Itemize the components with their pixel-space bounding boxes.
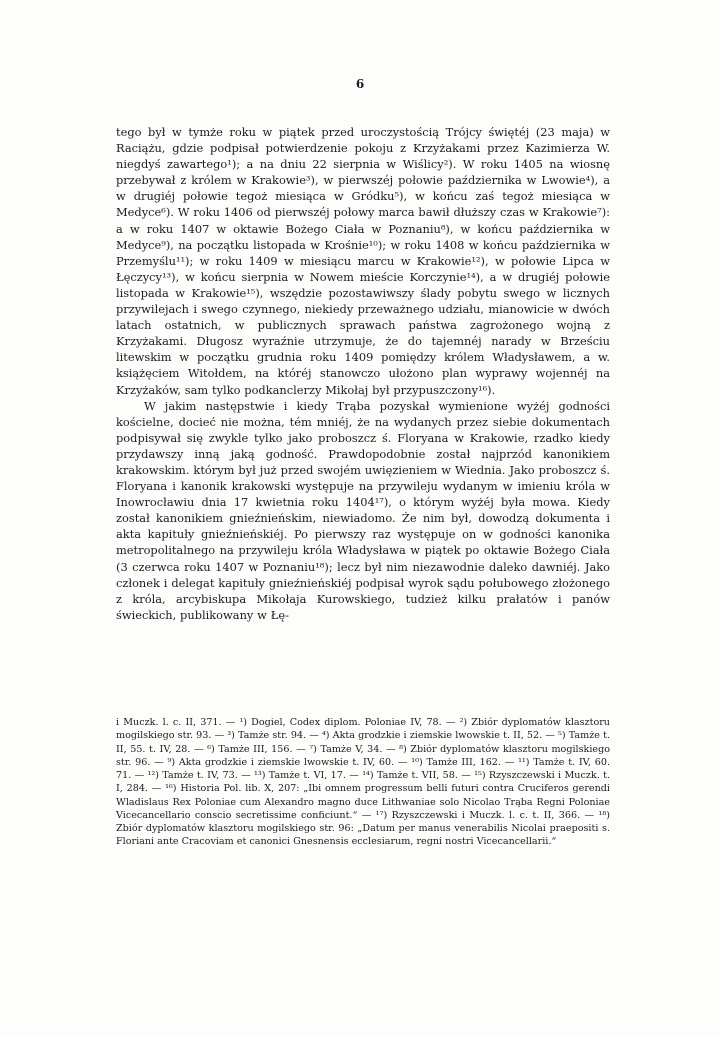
footnotes-text: i Muczk. l. c. II, 371. — ¹) Dogiel, Codex diplom. Poloniae IV, 78. — ²) Zbiór dyplomatów klasztoru mogilskiego str. 93. — ³) Tamże str. 94. — ⁴) Akta grodzkie i ziemskie lwowskie t. II, 52. — ⁵) Tamże t. II, 55. t. IV, 28. — ⁶) Tamże III, 156. — ⁷) Tamże V, 34. — ⁸) Zbiór dyplomatów klasztoru mogilskiego str. 96. — ⁹) Akta grodzkie i ziemskie lwowskie t. IV, 60. — ¹⁰) Tamże III, 162. — ¹¹) Tamże t. IV, 60. 71. — ¹²) Tamże t. IV, 73. — ¹³) Tamże t. VI, 17. — ¹⁴) Tamże t. VII, 58. — ¹⁵) Rzyszczewski i Muczk. t. I, 284. — ¹⁶) Historia Pol. lib. X, 207: „Ibi omnem progressum belli futuri contra Cruciferos gerendi Wladislaus Rex Poloniae cum Alexandro magno duce Lithwaniae solo Nicolao Trąba Regni Poloniae Vicecancellario conscio secretissime conficiunt.“ — ¹⁷) Rzyszczewski i Muczk. l. c. t. II, 366. — ¹⁸) Zbiór dyplomatów klasztoru mogilskiego str. 96: „Datum per manus venerabilis Nicolai praepositi s. Floriani ante Cracoviam et canonici Gnesnensis ecclesiarum, regni nostri Vicecancellarii.“ <box>116 717 610 848</box>
paragraph-2: W jakim następstwie i kiedy Trąba pozyskał wymienione wyżéj godności kościelne, docieć nie można, tém mniéj, że na wydanych przez siebie dokumentach podpisywał się zwykle tylko jako proboszcz ś. Floryana w Krakowie, rzadko kiedy przydawszy inną jaką godność. Prawdopodobnie został najprzód kanonikiem krakowskim. którym był już przed swojém uwięzieniem w Wiednia. Jako proboszcz ś. Floryana i kanonik krakowski występuje na przywileju wydanym w imieniu króla w Inowrocławiu dnia 17 kwietnia roku 1404¹⁷), o którym wyżéj była mowa. Kiedy został kanonikiem gnieźnieńskim, niewiadomo. Że nim był, dowodzą dokumenta i akta kapituły gnieźnieńskiéj. Po pierwszy raz występuje on w godności kanonika metropolitalnego na przywileju króla Władysława w piątek po oktawie Bożego Ciała (3 czerwca roku 1407 w Poznaniu¹⁸); lecz był nim niezawodnie daleko dawniéj. Jako członek i delegat kapituły gnieźnieńskiéj podpisał wyrok sądu połubowego złożonego z króla, arcybiskupa Mikołaja Kurowskiego, tudzież kilku prałatów i panów świeckich, publikowany w Łę- <box>116 398 610 622</box>
paragraph-1: tego był w tymże roku w piątek przed uroczystością Trójcy świętéj (23 maja) w Raciążu, gdzie podpisał potwierdzenie pokoju z Krzyżakami przez Kazimierza W. niegdyś zawartego¹); a na dniu 22 sierpnia w Wiślicy²). W roku 1405 na wiosnę przebywał z królem w Krakowie³), w pierwszéj połowie października w Lwowie⁴), a w drugiéj połowie tegoż miesiąca w Gródku⁵), w końcu zaś tegoż miesiąca w Medyce⁶). W roku 1406 od pierwszéj połowy marca bawił dłuższy czas w Krakowie⁷): a w roku 1407 w oktawie Bożego Ciała w Poznaniu⁸), w końcu października w Medyce⁹), na początku listopada w Krośnie¹⁰); w roku 1408 w końcu października w Przemyślu¹¹); w roku 1409 w miesiącu marcu w Krakowie¹²), w połowie Lipca w Łęczycy¹³), w końcu sierpnia w Nowem mieście Korczynie¹⁴), a w drugiéj połowie listopada w Krakowie¹⁵), wszędzie pozostawiwszy ślady pobytu swego w licznych przywilejach i swego czynnego, niekiedy przeważnego udziału, mianowicie w dwóch latach ostatnich, w publicznych sprawach państwa zagrożonego wojną z Krzyżakami. Długosz wyraźnie utrzymuje, że do tajemnéj narady w Brześciu litewskim w początku grudnia roku 1409 pomiędzy królem Władysławem, a w. książęciem Witołdem, na któréj stanowczo ułożono plan wyprawy wojennéj na Krzyżaków, sam tylko podkanclerzy Mikołaj był przypuszczony¹⁶). <box>116 125 610 397</box>
footnotes <box>116 716 610 849</box>
main-text <box>116 124 610 623</box>
page-number: 6 <box>355 77 365 91</box>
